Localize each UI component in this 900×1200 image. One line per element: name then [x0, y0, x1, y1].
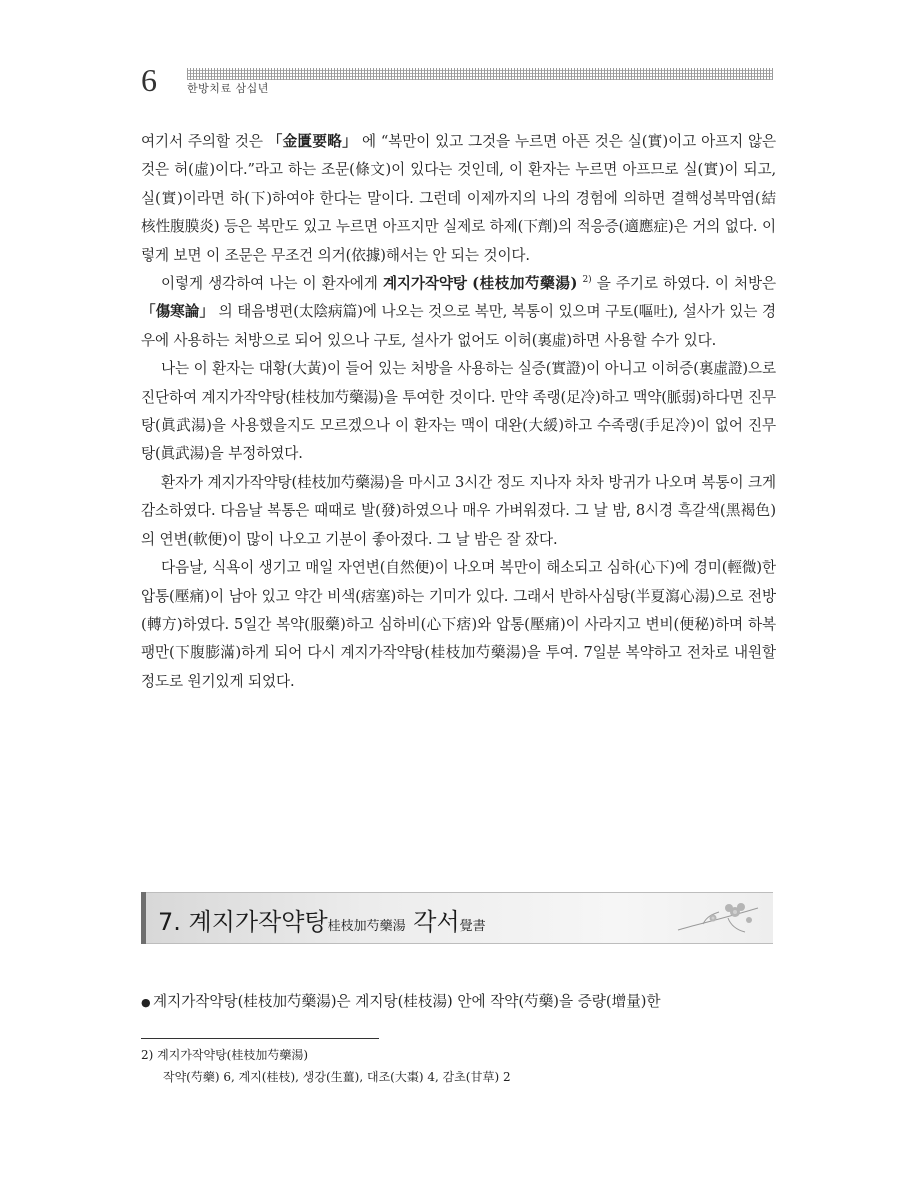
bullet-text: 계지가작약탕(桂枝加芍藥湯)은 계지탕(桂枝湯) 안에 작약(芍藥)을 증량(增量)한	[153, 993, 661, 1010]
flower-ornament-icon	[673, 898, 763, 938]
section-title-suffix-hanja: 覺書	[459, 919, 486, 934]
paragraph-4: 환자가 계지가작약탕(桂枝加芍藥湯)을 마시고 3시간 정도 지나자 차차 방귀가 나오며 복통이 크게 감소하였다. 다음날 복통은 때때로 발(發)하였으나 매우 가벼워졌다. 그 날 밤, 8시경 흑갈색(黑褐色)의 연변(軟便)이 많이 나오고 기분이 좋아졌다. 그 날 밤은 잘 잤다.	[141, 473, 776, 548]
paragraph-5: 다음날, 식욕이 생기고 매일 자연변(自然便)이 나오며 복만이 해소되고 심하(心下)에 경미(輕微)한 압통(壓痛)이 남아 있고 약간 비색(痞塞)하는 기미가 있다. 그래서 반하사심탕(半夏瀉心湯)으로 전방(轉方)하였다. 5일간 복약(服藥)하고 심하비(心下痞)와 압통(壓痛)이 사라지고 변비(便秘)하며 하복팽만(下腹膨滿)하게 되어 다시 계지가작약탕(桂枝加芍藥湯)을 투여. 7일분 복약하고 전차로 내원할 정도로 원기있게 되었다.	[141, 559, 776, 690]
footnote	[141, 1044, 776, 1088]
footnote-title: 2) 계지가작약탕(桂枝加芍藥湯)	[141, 1048, 309, 1062]
paragraph-2-part-d: 의 태음병편(太陰病篇)에 나오는 것으로 복만, 복통이 있으며 구토(嘔吐), 설사가 있는 경우에 사용하는 처방으로 되어 있으나 구토, 설사가 없어도 이허(裏虛)하면 사용할 수가 있다.	[141, 303, 776, 349]
section-title	[158, 902, 486, 937]
paragraph-1-part-a: 여기서 주의할 것은	[141, 133, 268, 150]
footnote-ingredients: 작약(芍藥) 6, 계지(桂枝), 생강(生薑), 대조(大棗) 4, 감초(甘草) 2	[163, 1070, 511, 1084]
paragraph-2	[141, 270, 776, 355]
prescription-hanja: (桂枝加芍藥湯)	[472, 275, 578, 293]
header-pattern	[187, 68, 773, 80]
footnote-divider	[141, 1038, 379, 1039]
book-title-quote: 「傷寒論」	[141, 303, 214, 321]
body-text	[141, 128, 776, 696]
paragraph-2-part-c: 을 주기로 하였다. 이 처방은	[596, 275, 777, 293]
paragraph-1-part-b: 에 “복만이 있고 그것을 누르면 아픈 것은 실(實)이고 아프지 않은 것은 허(虛)이다.”라고 하는 조문(條文)이 있다는 것인데, 이 환자는 누르면 아프므로 실(實)이 되고, 실(實)이라면 하(下)하여야 한다는 말이다. 그런데 이제까지의 나의 경험에 의하면 결핵성복막염(結核性腹膜炎) 등은 복만도 있고 누르면 아프지만 실제로 하제(下劑)의 적응증(適應症)은 거의 없다. 이렇게 보면 이 조문은 무조건 의거(依據)해서는 안 되는 것이다.	[141, 133, 776, 264]
page-number: 6	[141, 62, 157, 98]
section-title-suffix: 각서	[405, 908, 460, 936]
section-title-hanja: 桂枝加芍藥湯	[327, 919, 406, 934]
paragraph-2-part-a: 이렇게 생각하여 나는 이 환자에게	[161, 275, 383, 293]
bullet-item	[141, 988, 776, 1017]
bullet-icon: ●	[141, 996, 151, 1009]
footnote-ref[interactable]: 2)	[582, 275, 592, 286]
paragraph-1	[141, 128, 776, 270]
section-heading-banner	[141, 892, 773, 944]
page-header	[141, 60, 773, 100]
section-title-main: 7. 계지가작약탕	[158, 908, 328, 936]
prescription-name: 계지가작약탕	[382, 275, 467, 293]
book-title-quote: 「金匱要略」	[267, 133, 358, 150]
running-title: 한방치료 삼십년	[187, 82, 269, 95]
paragraph-3: 나는 이 환자는 대황(大黃)이 들어 있는 처방을 사용하는 실증(實證)이 아니고 이허증(裏虛證)으로 진단하여 계지가작약탕(桂枝加芍藥湯)을 투여한 것이다. 만약 족랭(足冷)하고 맥약(脈弱)하다면 진무탕(眞武湯)을 사용했을지도 모르겠으나 이 환자는 맥이 대완(大緩)하고 수족랭(手足冷)이 없어 진무탕(眞武湯)을 부정하였다.	[141, 360, 776, 463]
